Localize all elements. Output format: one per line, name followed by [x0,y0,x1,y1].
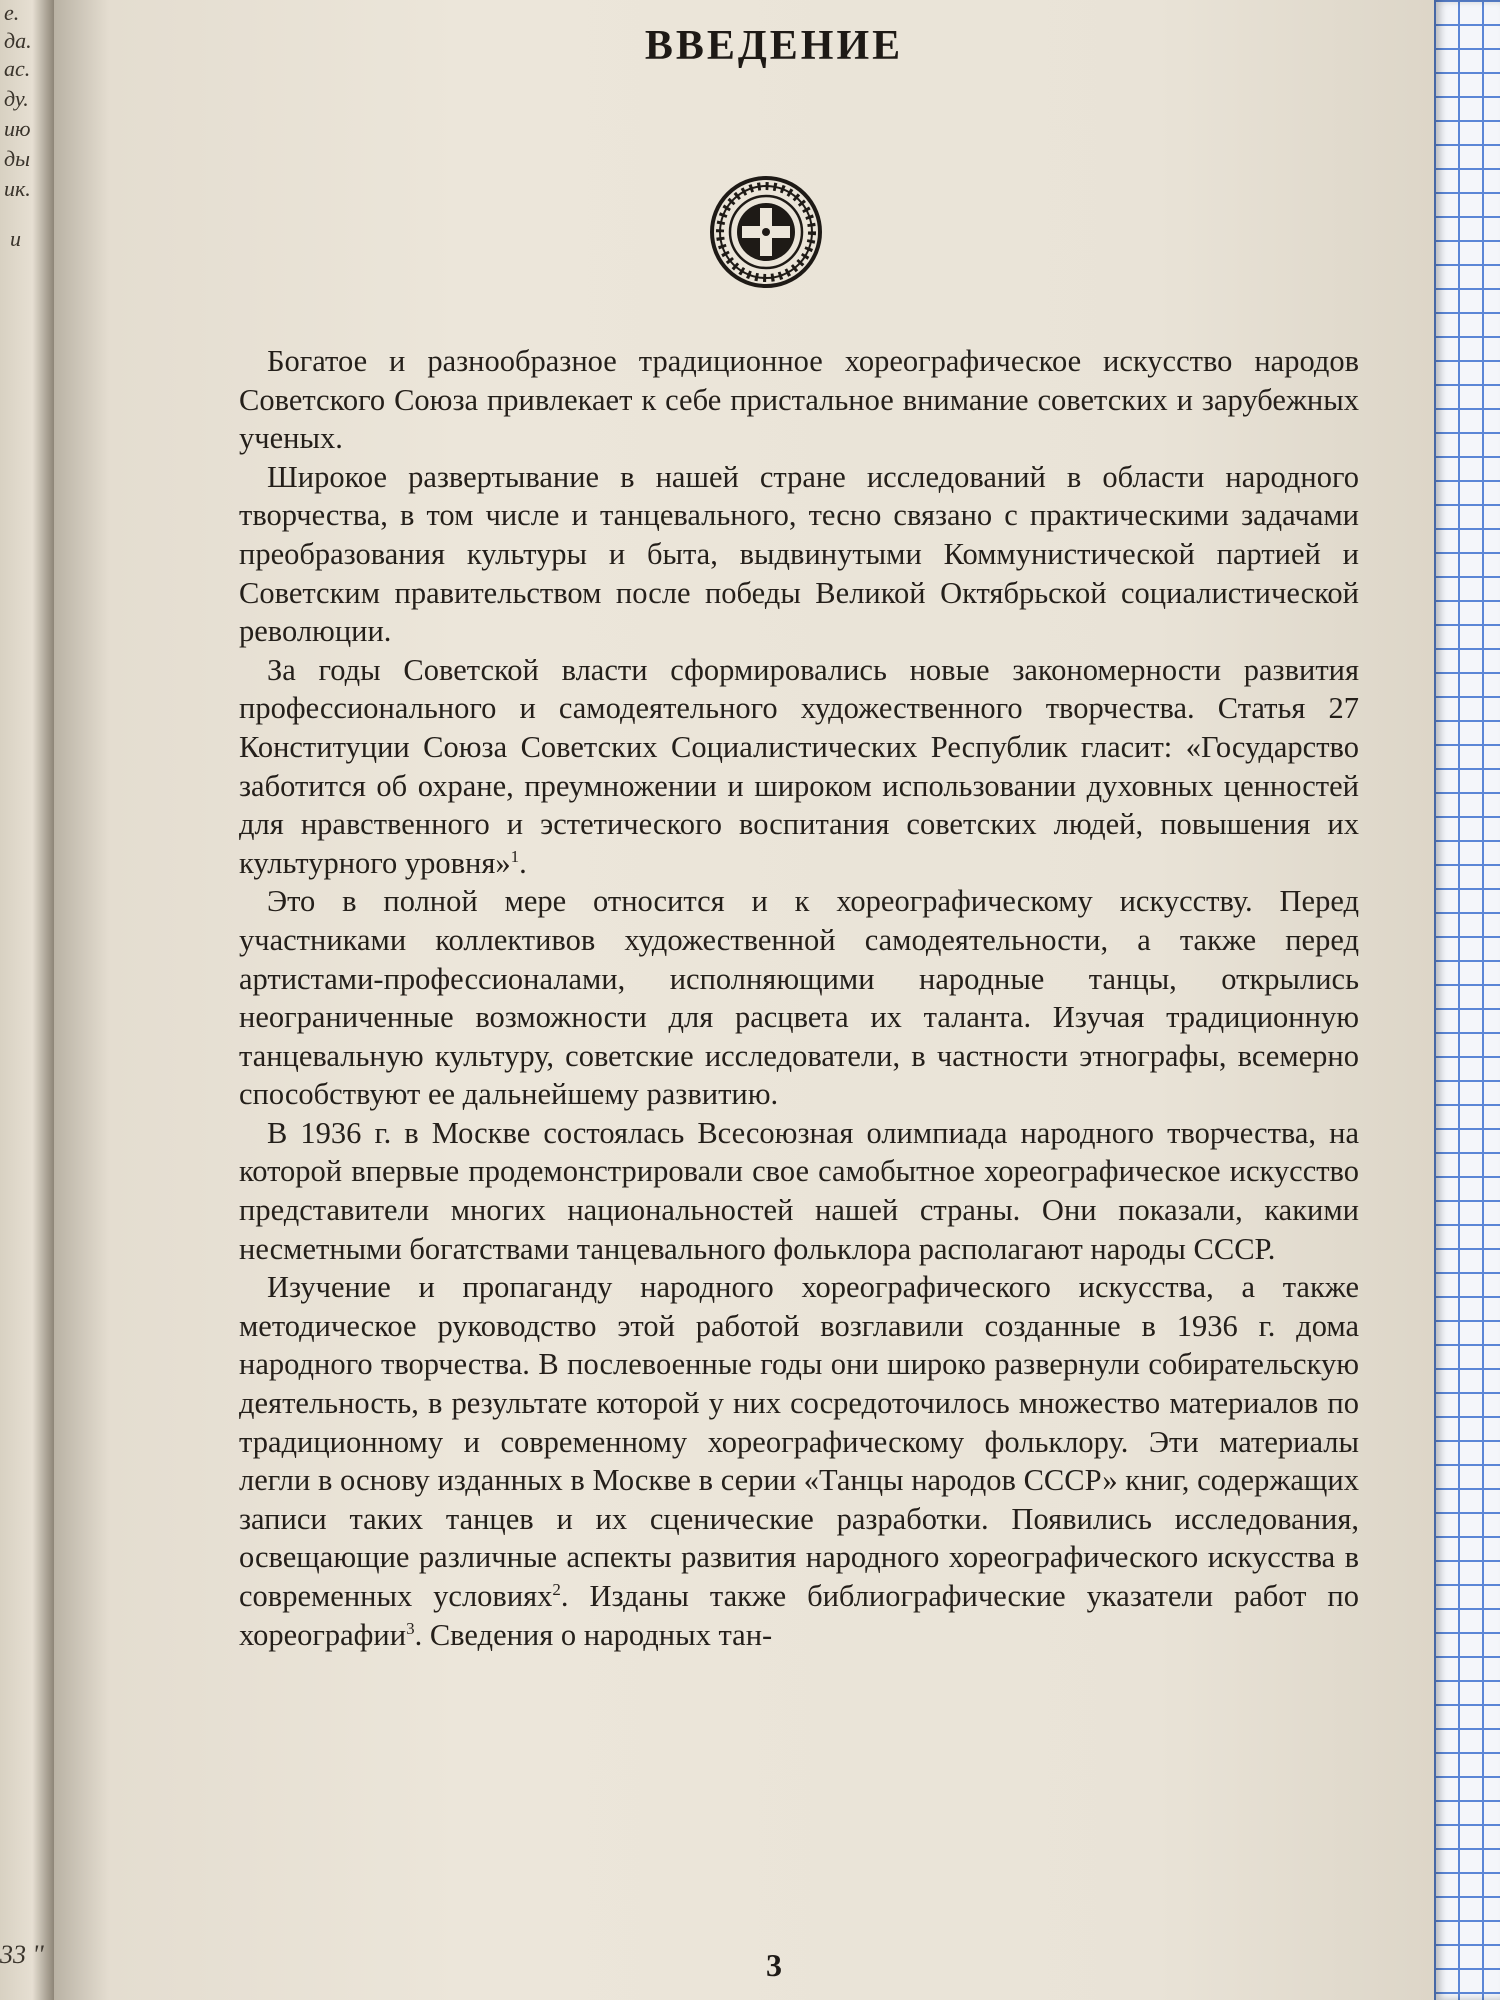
left-page-fragment: ду. [4,86,29,111]
footnote-ref[interactable]: 1 [510,846,520,866]
left-page-fragment: и [10,226,21,251]
punctuation: . [560,1579,590,1613]
paragraph [239,1268,1359,1654]
paragraph [239,651,1359,883]
body-text [239,342,1359,1654]
left-page-fragment: ас. [4,56,31,81]
punctuation: . [414,1617,430,1652]
left-page-fragment: е. [4,0,20,25]
page-number: 3 [766,1947,782,1983]
left-page-fragment: да. [4,28,32,53]
paragraph: В 1936 г. в Москве состоялась Всесоюзная олимпиада народного творчества, на которой впервые продемонстрировали свое самобытное хореографическое искусство представители многих национальностей нашей страны. Они показали, какими несметными богатствами танцевального фольклора располагают народы СССР. [239,1115,1359,1266]
paragraph: Широкое развертывание в нашей стране исследований в области народного творчества, в том числе и танцевального, тесно связано с практическими задачами преобразования культуры и быта, выдвинутыми Коммунистической партией и Советским правительством после победы Великой Октябрьской социалистической революции. [239,459,1359,649]
margin-note: 33 '' [0,1940,44,1969]
paragraph-text: Сведения о народных тан- [429,1617,773,1652]
footnote-ref[interactable]: 3 [406,1618,415,1638]
paragraph: Это в полной мере относится и к хореографическому искусству. Перед участниками коллективов художественной самодеятельности, а также перед артистами-профессионалами, исполняющими народные танцы, открылись неограниченные возможности для расцвета их таланта. Изучая традиционную танцевальную культуру, советские исследователи, в частности этнографы, всемерно способствуют ее дальнейшему развитию. [239,884,1359,1112]
cross-rosette-ornament-icon [708,174,824,290]
left-page-fragment: ию [4,116,31,141]
paragraph: Богатое и разнообразное традиционное хореографическое искусство народов Советского Союза привлекает к себе пристальное внимание советских и зарубежных ученых. [239,344,1359,456]
paragraph-text: Изучение и пропаганду народного хореографического искусства, а также методическое руководство этой работой возглавили созданные в 1936 г. дома народного творчества. В послевоенные годы они широко развернули собирательскую деятельность, в результате которой у них сосредоточилось множество материалов по традиционному и современному хореографическому фольклору. Эти материалы легли в основу изданных в Москве в серии «Танцы народов СССР» книг, содержащих записи таких танцев и их сценические разработки. Появились исследования, освещающие различные аспекты развития народного хореографического искусства в современных условиях [239,1270,1359,1613]
left-page-fragment: ик. [4,176,31,201]
book-page [54,0,1434,2000]
left-page-fragment: ды [4,146,31,171]
grid-notebook-edge [1434,0,1500,2000]
left-page-edge [0,0,54,2000]
punctuation: . [519,845,527,880]
footnote-ref[interactable]: 2 [552,1579,561,1599]
paragraph-text: За годы Советской власти сформировались новые закономерности развития профессионального и самодеятельного художественного творчества. Статья 27 Конституции Союза Советских Социалистических Республик гласит: «Государство заботится об охране, преумножении и широком использовании духовных ценностей для нравственного и эстетического воспитания советских людей, повышения их культурного уровня» [239,652,1359,880]
paragraph-text: Изданы также библиографические указатели работ по хореографии [239,1579,1360,1652]
page-title: ВВЕДЕНИЕ [644,23,904,69]
